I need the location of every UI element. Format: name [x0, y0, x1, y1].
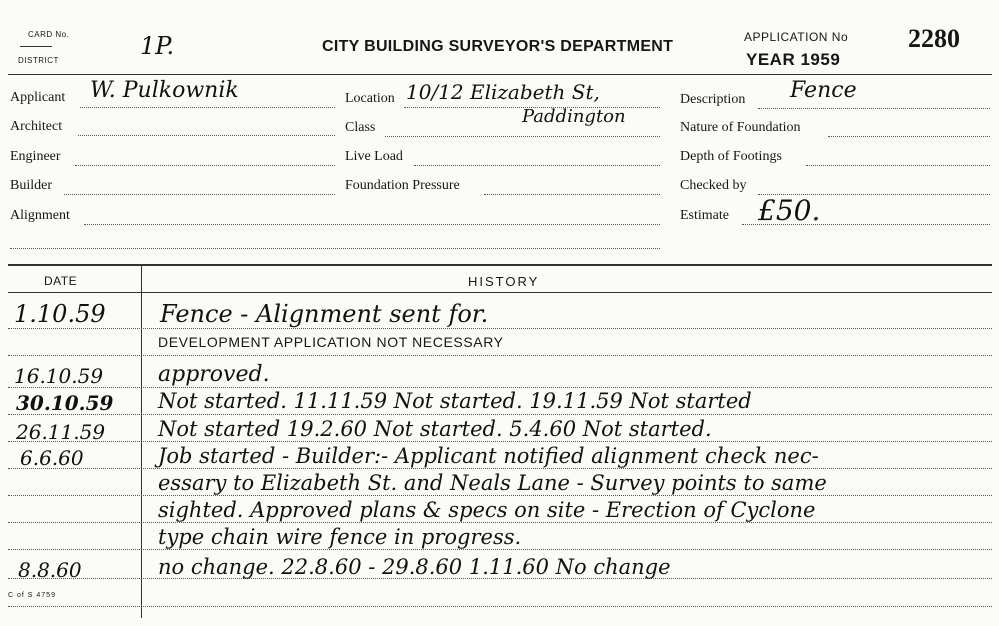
- history-date: 8.8.60: [18, 558, 82, 582]
- header-rule: [8, 74, 992, 75]
- history-date: 26.11.59: [16, 420, 106, 444]
- year-label: YEAR 1959: [746, 50, 841, 69]
- history-header: HISTORY: [468, 274, 540, 289]
- applicant-label: Applicant: [10, 90, 66, 105]
- application-number: 2280: [908, 24, 960, 53]
- location-label: Location: [345, 91, 395, 106]
- history-top-rule: [8, 264, 992, 266]
- history-date: 1.10.59: [14, 300, 106, 328]
- form-code: C of S 4759: [8, 592, 56, 599]
- applicant-line: [80, 107, 335, 108]
- checked-by-label: Checked by: [680, 178, 747, 193]
- class-line: [385, 136, 660, 137]
- history-date: 6.6.60: [20, 446, 84, 470]
- estimate-value: £50.: [758, 194, 821, 227]
- description-value: Fence: [790, 78, 857, 103]
- engineer-line: [75, 165, 335, 166]
- card-no-label: CARD No.: [28, 30, 70, 39]
- development-application-note: DEVELOPMENT APPLICATION NOT NECESSARY: [158, 334, 504, 350]
- foundation-pressure-label: Foundation Pressure: [345, 178, 460, 193]
- ruled-line: [8, 468, 992, 469]
- class-label: Class: [345, 120, 376, 135]
- ruled-line: [8, 387, 992, 388]
- history-entry: essary to Elizabeth St. and Neals Lane - Survey points to same: [158, 471, 827, 495]
- location-value: 10/12 Elizabeth St,: [406, 80, 600, 104]
- date-header: DATE: [44, 274, 78, 288]
- architect-label: Architect: [10, 119, 63, 134]
- history-entry: Not started. 11.11.59 Not started. 19.11.59 Not started: [158, 389, 752, 413]
- history-entry: Not started 19.2.60 Not started. 5.4.60 Not started.: [158, 417, 712, 441]
- date-column-divider: [141, 266, 142, 618]
- ruled-line: [8, 328, 992, 329]
- depth-footings-label: Depth of Footings: [680, 149, 782, 164]
- ruled-line: [8, 549, 992, 550]
- ruled-line: [8, 522, 992, 523]
- builder-label: Builder: [10, 178, 52, 193]
- department-title: CITY BUILDING SURVEYOR'S DEPARTMENT: [322, 38, 674, 55]
- nature-foundation-label: Nature of Foundation: [680, 120, 801, 135]
- architect-line: [78, 135, 335, 136]
- history-entry: no change. 22.8.60 - 29.8.60 1.11.60 No change: [158, 555, 671, 579]
- nature-foundation-line: [828, 136, 990, 137]
- ruled-line: [8, 441, 992, 442]
- alignment-label: Alignment: [10, 208, 70, 223]
- history-entry: Job started - Builder:- Applicant notified alignment check nec-: [158, 444, 819, 468]
- alignment-line-2: [10, 248, 660, 249]
- builder-line: [64, 194, 335, 195]
- district-value: 1P.: [140, 32, 175, 60]
- history-entry: type chain wire fence in progress.: [158, 525, 522, 549]
- ruled-line: [8, 606, 992, 607]
- application-label: APPLICATION No: [744, 30, 849, 44]
- foundation-pressure-line: [484, 194, 660, 195]
- live-load-label: Live Load: [345, 149, 403, 164]
- engineer-label: Engineer: [10, 149, 61, 164]
- depth-footings-line: [806, 165, 990, 166]
- applicant-value: W. Pulkownik: [90, 78, 239, 103]
- ruled-line: [8, 414, 992, 415]
- location-value-2: Paddington: [522, 106, 626, 127]
- history-entry: sighted. Approved plans & specs on site - Erection of Cyclone: [158, 498, 816, 522]
- history-header-rule: [8, 292, 992, 293]
- district-label: DISTRICT: [18, 56, 59, 65]
- district-underline: [20, 46, 52, 47]
- history-entry: approved.: [158, 362, 270, 387]
- live-load-line: [414, 165, 660, 166]
- description-line: [758, 108, 990, 109]
- ruled-line: [8, 495, 992, 496]
- estimate-label: Estimate: [680, 208, 729, 223]
- ruled-line: [8, 355, 992, 356]
- history-date: 16.10.59: [14, 364, 104, 388]
- history-date: 30.10.59: [16, 391, 114, 415]
- alignment-line-1: [84, 224, 660, 225]
- history-entry: Fence - Alignment sent for.: [160, 300, 489, 328]
- description-label: Description: [680, 92, 746, 107]
